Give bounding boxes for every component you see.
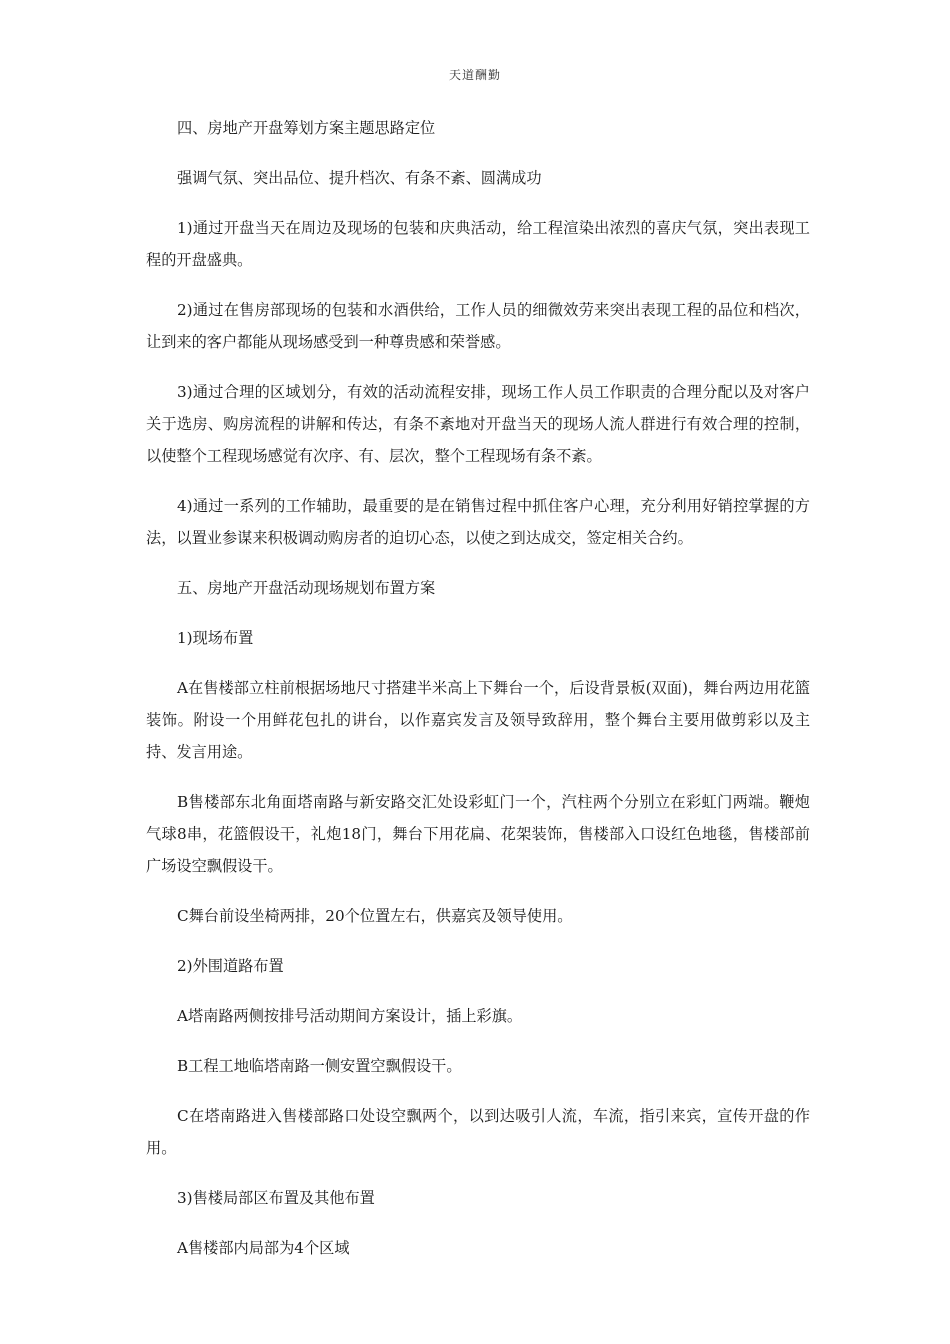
paragraph: C在塔南路进入售楼部路口处设空飘两个，以到达吸引人流，车流，指引来宾，宣传开盘的作用。 bbox=[146, 1107, 810, 1157]
section-heading: 五、房地产开盘活动现场规划布置方案 bbox=[177, 579, 436, 597]
paragraph: A售楼部内局部为4个区域 bbox=[177, 1239, 350, 1257]
subsection-heading: 1)现场布置 bbox=[177, 629, 254, 647]
document-body bbox=[146, 112, 810, 1282]
paragraph: A塔南路两侧按排号活动期间方案设计，插上彩旗。 bbox=[177, 1007, 523, 1025]
subsection-heading: 2)外围道路布置 bbox=[177, 957, 284, 975]
paragraph: A在售楼部立柱前根据场地尺寸搭建半米高上下舞台一个，后设背景板(双面)，舞台两边用花篮装饰。附设一个用鲜花包扎的讲台，以作嘉宾发言及领导致辞用，整个舞台主要用做剪彩以及主持、发言用途。 bbox=[146, 679, 810, 761]
subsection-heading: 3)售楼局部区布置及其他布置 bbox=[177, 1189, 375, 1207]
paragraph: B工程工地临塔南路一侧安置空飘假设干。 bbox=[177, 1057, 462, 1075]
paragraph: 2)通过在售房部现场的包装和水酒供给，工作人员的细微效劳来突出表现工程的品位和档次，让到来的客户都能从现场感受到一种尊贵感和荣誉感。 bbox=[146, 301, 810, 351]
paragraph: 4)通过一系列的工作辅助，最重要的是在销售过程中抓住客户心理，充分利用好销控掌握的方法，以置业参谋来积极调动购房者的迫切心态，以使之到达成交，签定相关合约。 bbox=[146, 497, 810, 547]
paragraph: B售楼部东北角面塔南路与新安路交汇处设彩虹门一个，汽柱两个分别立在彩虹门两端。鞭炮气球8串，花篮假设干，礼炮18门，舞台下用花扁、花架装饰，售楼部入口设红色地毯，售楼部前广场设空飘假设干。 bbox=[146, 793, 810, 875]
theme-statement: 强调气氛、突出品位、提升档次、有条不紊、圆满成功 bbox=[177, 169, 542, 187]
section-heading: 四、房地产开盘筹划方案主题思路定位 bbox=[177, 119, 436, 137]
paragraph: C舞台前设坐椅两排，20个位置左右，供嘉宾及领导使用。 bbox=[177, 907, 573, 925]
paragraph: 1)通过开盘当天在周边及现场的包装和庆典活动，给工程渲染出浓烈的喜庆气氛，突出表现工程的开盘盛典。 bbox=[146, 219, 810, 269]
paragraph: 3)通过合理的区域划分，有效的活动流程安排，现场工作人员工作职责的合理分配以及对客户关于选房、购房流程的讲解和传达，有条不紊地对开盘当天的现场人流人群进行有效合理的控制，以使整个工程现场感觉有次序、有、层次，整个工程现场有条不紊。 bbox=[146, 383, 810, 465]
running-header: 天道酬勤 bbox=[448, 68, 501, 82]
